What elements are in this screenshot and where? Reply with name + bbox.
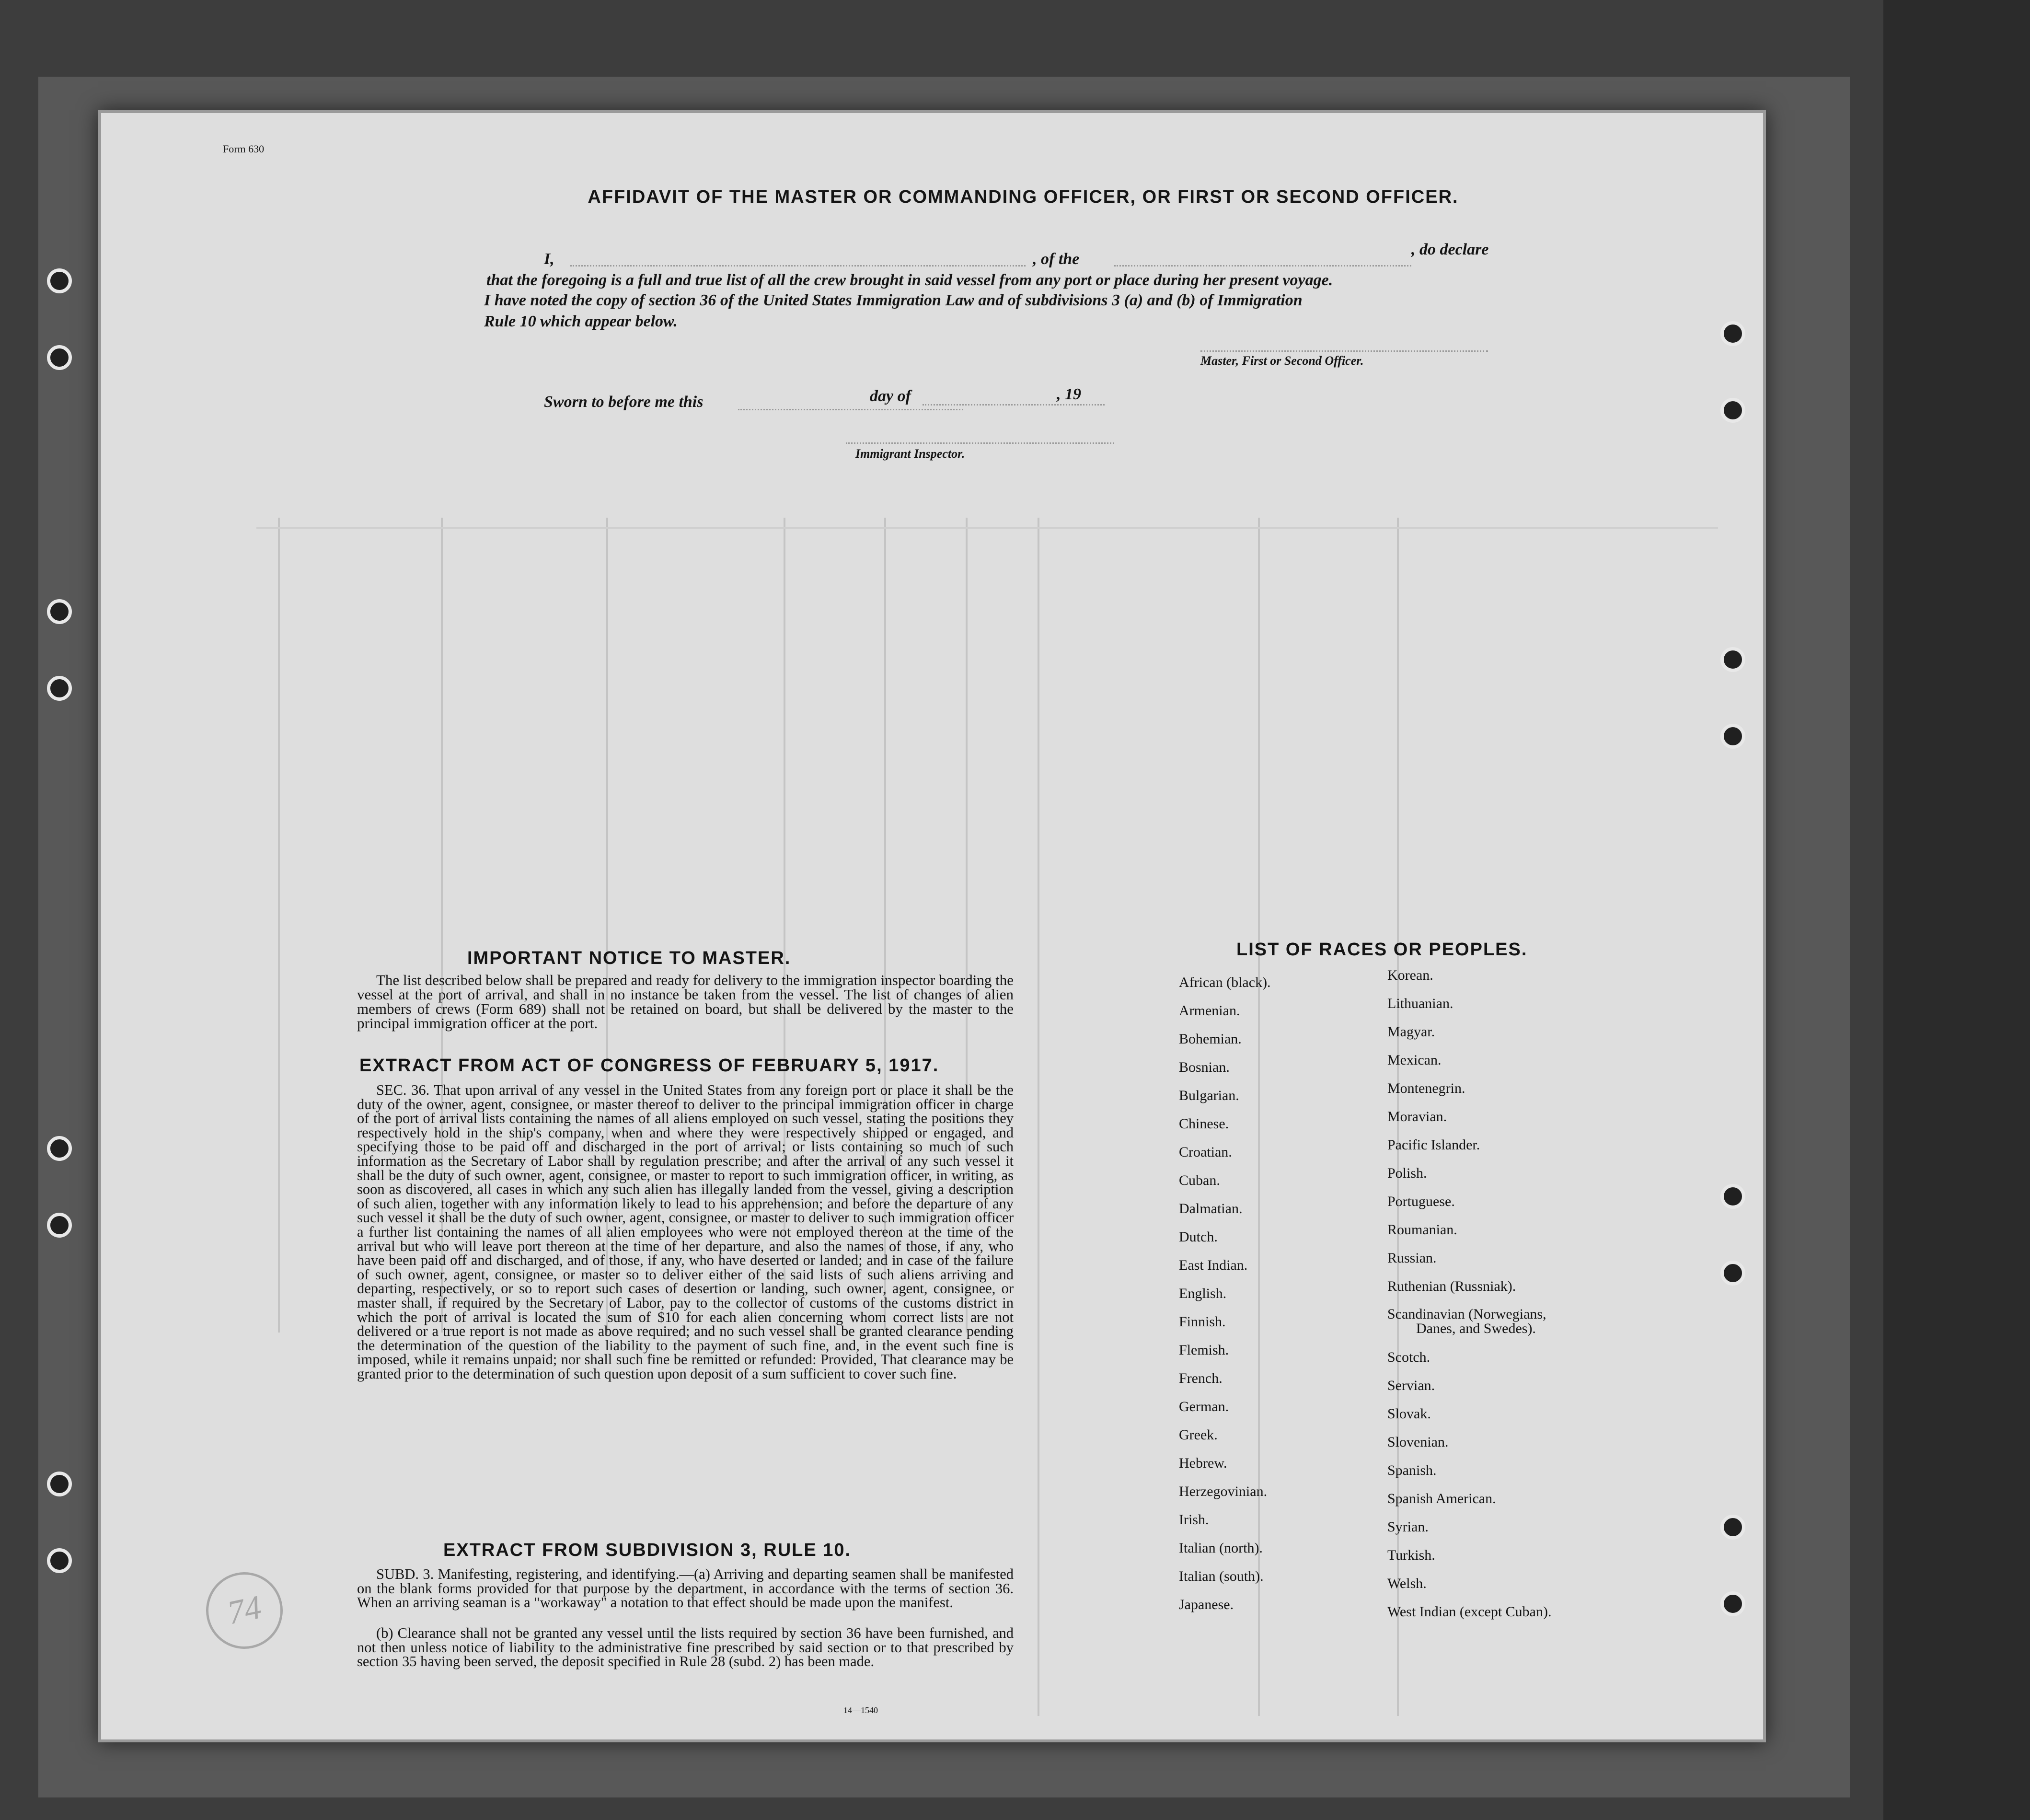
race-item: Flemish. [1179,1342,1229,1358]
race-item: Danes, and Swedes). [1416,1321,1536,1336]
notice-title: IMPORTANT NOTICE TO MASTER. [467,948,791,968]
race-item: English. [1179,1286,1227,1301]
binder-hole [47,1213,72,1238]
binder-hole [47,1548,72,1573]
affidavit-title: AFFIDAVIT OF THE MASTER OR COMMANDING OFFICER, OR FIRST OR SECOND OFFICER. [588,187,1459,207]
rule-subd-b: (b) Clearance shall not be granted any vessel until the lists required by section 36 have been furnished, and not then unless notice of liability to the administrative fine prescribed by said section or to that prescribed by section 35 having been served, the deposit specified in Rule 28 (subd. 2) has been made. [357,1625,1014,1670]
race-item: East Indian. [1179,1257,1248,1273]
race-item: Welsh. [1387,1576,1427,1591]
race-item: Russian. [1387,1250,1437,1266]
inspector-label: Immigrant Inspector. [855,447,965,461]
races-title: LIST OF RACES OR PEOPLES. [1236,939,1528,960]
binder-hole [1720,1591,1745,1616]
race-item: Chinese. [1179,1116,1229,1132]
race-item: Bulgarian. [1179,1088,1239,1103]
affidavit-line4: Rule 10 which appear below. [484,313,678,330]
race-item: Mexican. [1387,1052,1442,1068]
race-item: Italian (north). [1179,1540,1263,1556]
binder-hole [1720,321,1745,346]
race-item: Dutch. [1179,1229,1218,1245]
race-item: Spanish. [1387,1462,1437,1478]
binder-hole [1720,1515,1745,1540]
race-item: Scotch. [1387,1349,1430,1365]
handwritten-page-number: 74 [199,1565,290,1656]
race-item: Portuguese. [1387,1194,1455,1209]
race-item: French. [1179,1370,1223,1386]
race-item: Slovenian. [1387,1434,1449,1450]
race-item: African (black). [1179,974,1271,990]
inspector-signature-line [846,442,1114,444]
race-item: Montenegrin. [1387,1080,1465,1096]
notice-body: The list described below shall be prepared and ready for delivery to the immigration inspector boarding the vessel at the port of arrival, and shall in no instance be taken from the vessel. The list of changes of alien members of crews (Form 689) shall not be retained on board, but shall be delivered by the master to the principal immigration officer at the port. [357,972,1014,1032]
month-blank [923,404,1105,406]
race-item: Ruthenian (Russniak). [1387,1278,1516,1294]
race-item: Magyar. [1387,1024,1435,1040]
act-extract-body: SEC. 36. That upon arrival of any vessel in the United States from any foreign port or place it shall be the duty of the owner, agent, consignee, or master thereof to deliver to the principal immigration officer in charge of the port of arrival lists containing the names of all aliens employed on such vessel, stating the positions they respectively hold in the ship's company, when and where they were respectively shipped or engaged, and specifying those to be paid off and discharged in the port of arrival; or lists containing so much of such information as the Secretary of Labor shall by regulation prescribe; and after the arrival of any such vessel it shall be the duty of such owner, agent, consignee, or master to report to such immigration officer, in writing, as soon as discovered, all cases in which any such alien has illegally landed from the vessel, giving a description of such alien, together with any information likely to lead to his apprehension; and before the departure of any such vessel it shall be the duty of such owner, agent, consignee, or master to deliver to such immigration officer a further list containing the names of all alien employees who were not employed thereon at the time of the arrival but who will leave port thereon at the time of her departure, and also the names of those, if any, who have been paid off and discharged, and of those, if any, who have deserted or landed; and in case of the failure of such owner, agent, consignee, or master so to deliver either of the said lists of such aliens arriving and departing, respectively, or so to report such cases of desertion or landing, such owner, agent, consignee, or master shall, if required by the Secretary of Labor, pay to the collector of customs of the customs district in which the port of arrival is located the sum of $10 for each alien concerning whom correct lists are not delivered or a true report is not made as above required; and no such vessel shall be granted clearance pending the determination of the question of the liability to the payment of such fine, and, in the event such fine is imposed, while it remains unpaid; nor shall such fine be remitted or refunded: Provided, That clearance may be granted prior to the determination of such question upon deposit of a sum sufficient to cover such fine. [357,1082,1014,1382]
year-label: , 19 [1057,385,1081,403]
race-item: Spanish American. [1387,1491,1496,1507]
race-item: Bohemian. [1179,1031,1242,1047]
race-item: Syrian. [1387,1519,1429,1535]
race-item: Armenian. [1179,1003,1240,1019]
binder-hole [1720,398,1745,423]
affidavit-line2: that the foregoing is a full and true list of all the crew brought in said vessel from any port or place during her present voyage. [486,271,1333,289]
race-item: Slovak. [1387,1406,1431,1422]
race-item: Turkish. [1387,1547,1435,1563]
race-item: Polish. [1387,1165,1427,1181]
binder-hole [47,268,72,293]
binder-hole [1720,647,1745,672]
binder-hole [47,676,72,701]
sworn-label: Sworn to before me this [544,393,704,411]
race-item: Dalmatian. [1179,1201,1243,1217]
binder-hole [47,599,72,624]
race-item: Bosnian. [1179,1059,1230,1075]
print-code: 14—1540 [843,1705,878,1715]
document-page [98,110,1766,1742]
race-item: Finnish. [1179,1314,1226,1330]
race-item: West Indian (except Cuban). [1387,1604,1552,1620]
race-item: Pacific Islander. [1387,1137,1480,1153]
binder-hole [1720,724,1745,749]
race-item: Scandinavian (Norwegians, [1387,1306,1546,1322]
master-signature-label: Master, First or Second Officer. [1200,354,1364,368]
binder-hole [1720,1261,1745,1286]
race-item: Japanese. [1179,1597,1234,1612]
race-item: German. [1179,1399,1229,1414]
scanner-right-strip [1883,0,2030,1820]
race-item: Cuban. [1179,1172,1220,1188]
affidavit-line1-mid: , of the [1033,250,1080,268]
race-item: Herzegovinian. [1179,1484,1268,1499]
race-item: Irish. [1179,1512,1209,1528]
race-item: Servian. [1387,1378,1435,1393]
day-of-label: day of [870,387,911,405]
race-item: Roumanian. [1387,1222,1457,1238]
master-signature-line [1200,350,1488,352]
race-item: Croatian. [1179,1144,1232,1160]
binder-hole [47,1472,72,1496]
affidavit-line1-start: I, [544,250,554,268]
race-item: Hebrew. [1179,1455,1227,1471]
rule-extract-title: EXTRACT FROM SUBDIVISION 3, RULE 10. [443,1540,852,1560]
day-blank [738,408,963,410]
name-blank [570,265,1026,267]
binder-hole [47,345,72,370]
vessel-blank [1114,265,1411,267]
races-left-column [1179,968,1271,1619]
binder-hole [47,1136,72,1161]
binder-hole [1720,1184,1745,1209]
form-number: Form 630 [223,143,265,155]
race-item: Italian (south). [1179,1568,1264,1584]
act-extract-title: EXTRACT FROM ACT OF CONGRESS OF FEBRUARY 5, 1917. [359,1055,939,1076]
affidavit-line1-end: , do declare [1411,241,1489,258]
race-item: Greek. [1179,1427,1218,1443]
races-right-column [1387,961,1551,1626]
rule-subd-a: SUBD. 3. Manifesting, registering, and identifying.—(a) Arriving and departing seamen shall be manifested on the blank forms provided for that purpose by the department, in accordance with the terms of section 36. When an arriving seaman is a "workaway" a notation to that effect should be made upon the manifest. [357,1566,1014,1611]
race-item: Moravian. [1387,1109,1447,1124]
race-item: Korean. [1387,967,1433,983]
affidavit-line3: I have noted the copy of section 36 of the United States Immigration Law and of subdivisions 3 (a) and (b) of Immigration [484,291,1303,309]
race-item: Lithuanian. [1387,996,1453,1011]
